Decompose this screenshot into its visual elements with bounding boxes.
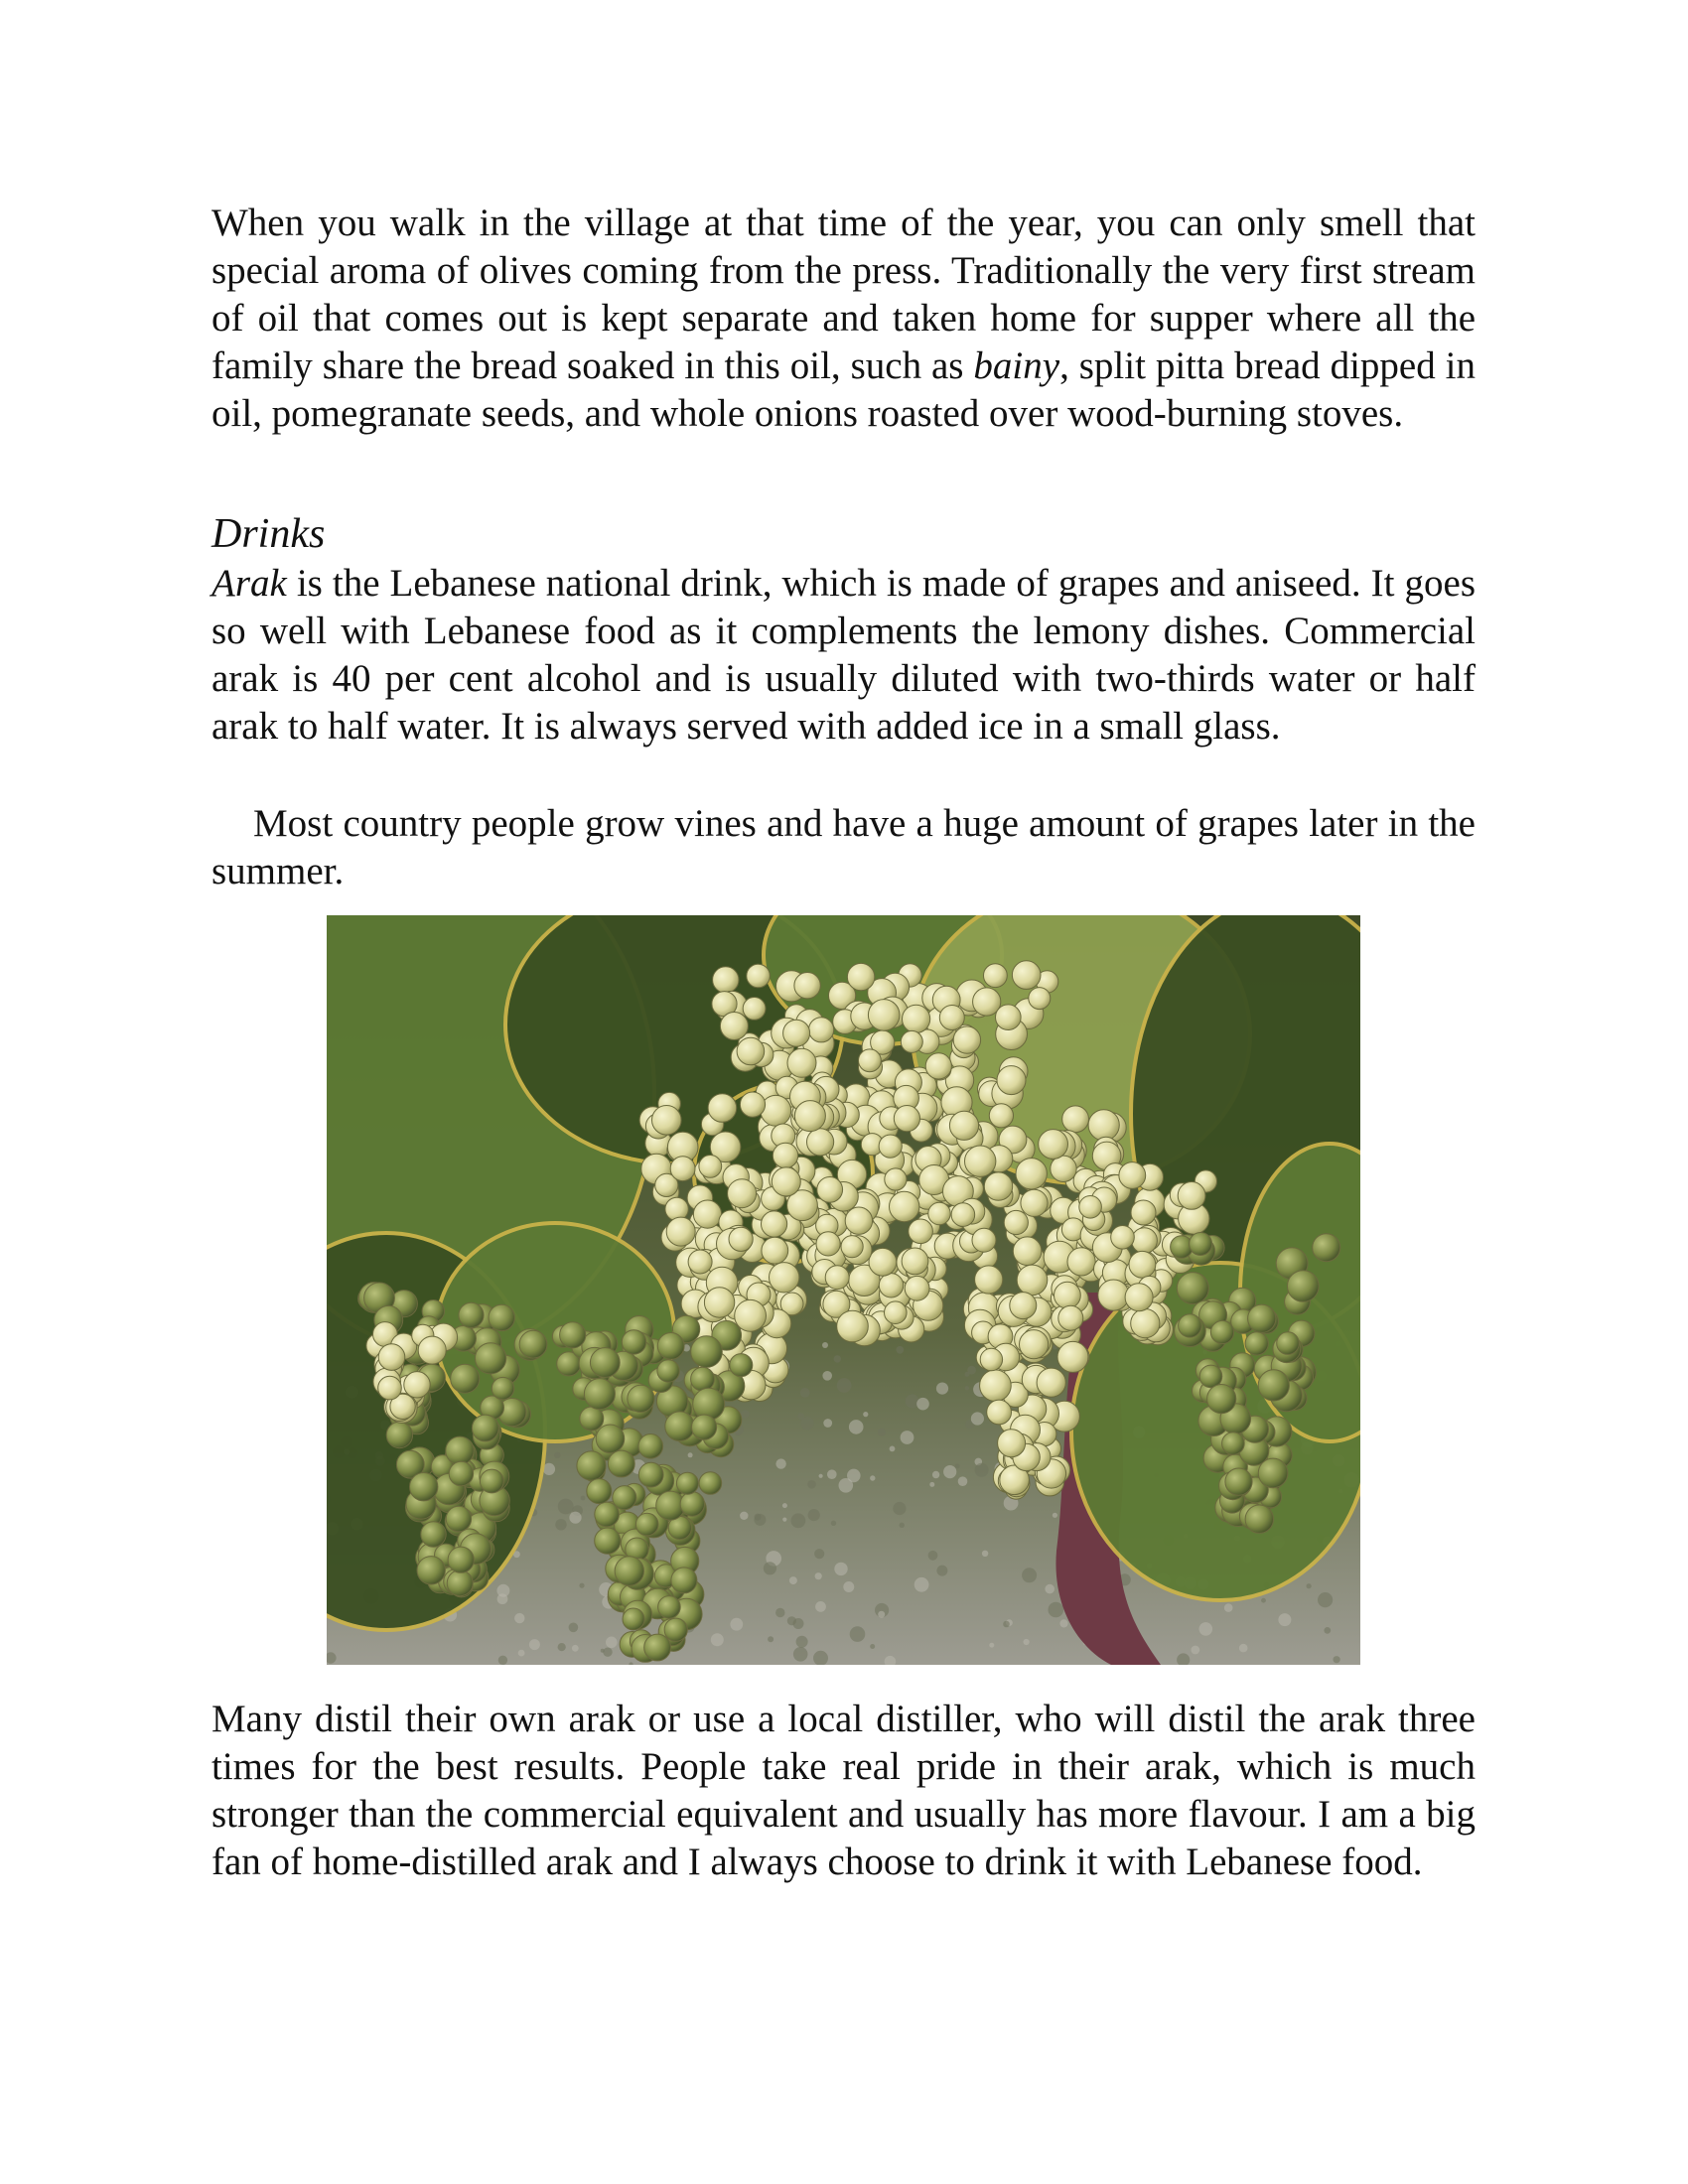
p2-text: is the Lebanese national drink, which is made of grapes and aniseed. It goes so well with Lebanese food as it complements the lemony dishes. Commercial arak is 40 per cent alcohol and is usually diluted with two-thirds water or half arak to half water. It is always served with added ice in a small glass.: [211, 562, 1476, 748]
p1-italic-term: bainy: [973, 344, 1060, 387]
section-heading-drinks: Drinks: [211, 511, 326, 557]
grape-vine-photo: [327, 915, 1360, 1665]
paragraph-distil: Many distil their own arak or use a local distiller, who will distil the arak three times for the best results. People take real pride in their arak, which is much stronger than the commercial equivalent and usually has more flavour. I am a big fan of home-distilled arak and I always choose to drink it with Lebanese food.: [211, 1698, 1476, 1883]
p1-text-start: When you walk in the village at that time of the year, you can only smell that special aroma of olives coming from the press. Traditionally the very first stream of oil that comes out is kept separate and taken home for supper where all the family share the bread soaked in this oil, such as: [211, 202, 1476, 387]
p2-italic-term: Arak: [211, 562, 287, 605]
paragraph-vines: Most country people grow vines and have a huge amount of grapes later in the summer.: [211, 802, 1476, 892]
paragraph-olive-oil: [211, 200, 1476, 438]
p1-text-end: , split pitta bread dipped in oil, pomegranate seeds, and whole onions roasted over wood-burning stoves.: [211, 344, 1476, 435]
paragraph-arak: [211, 560, 1476, 751]
grape-vine-illustration: [327, 915, 1360, 1665]
